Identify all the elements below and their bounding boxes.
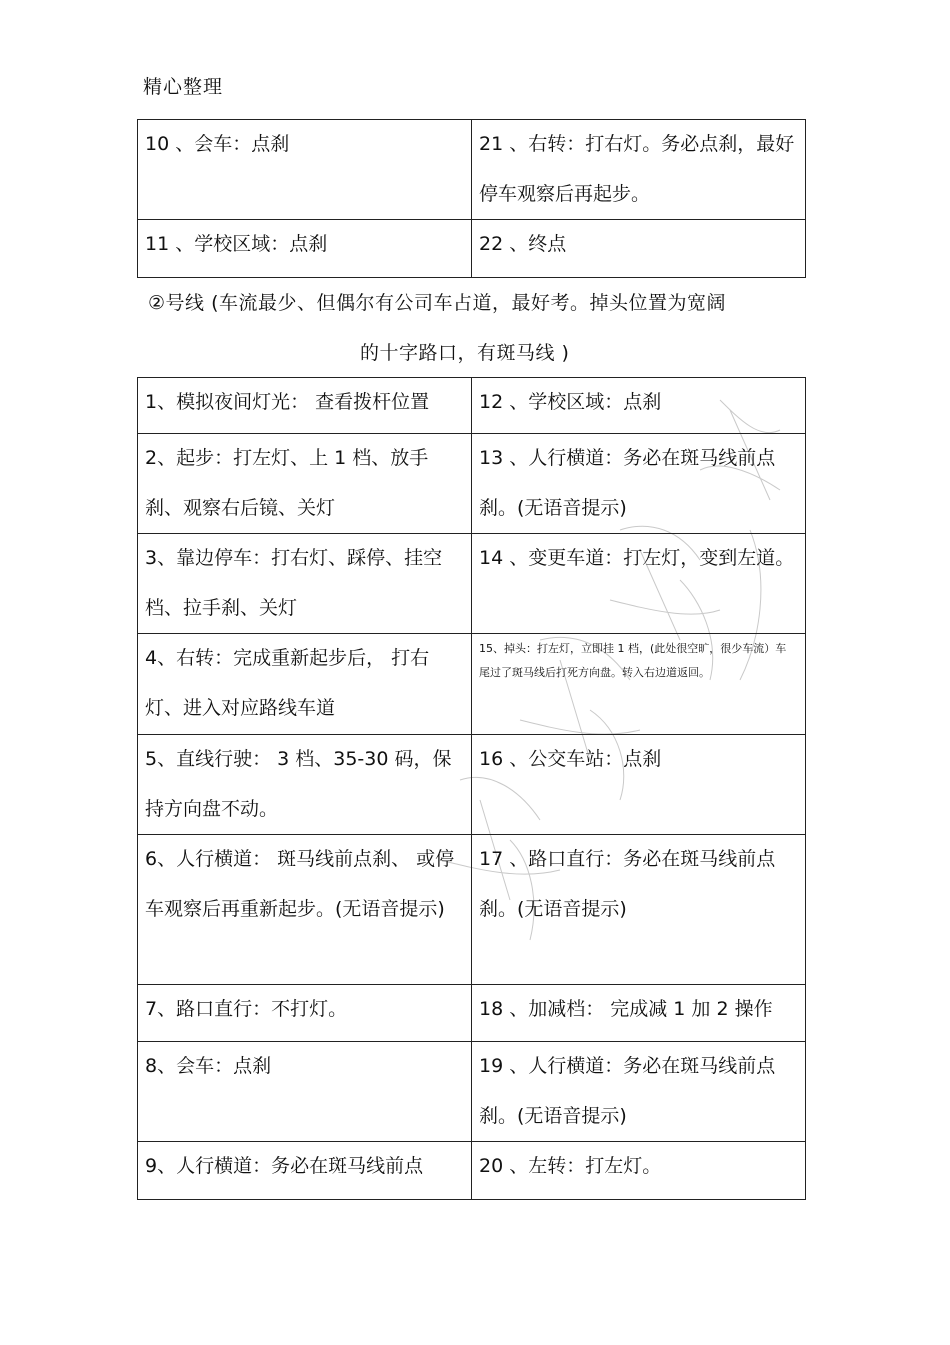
cell-text: 14 、变更车道：打左灯，变到左道。 bbox=[479, 547, 795, 569]
table-cell bbox=[472, 120, 806, 220]
route-caption-line1: ②号线 (车流最少、但偶尔有公司车占道，最好考。掉头位置为宽阔 bbox=[148, 292, 726, 314]
top-table bbox=[137, 119, 806, 278]
cell-text: 13 、人行横道：务必在斑马线前点刹。(无语音提示) bbox=[479, 447, 776, 519]
cell-text: 9、人行横道：务必在斑马线前点 bbox=[145, 1155, 424, 1177]
cell-text: 7、路口直行：不打灯。 bbox=[145, 998, 348, 1020]
table-row bbox=[138, 1142, 806, 1200]
table-cell bbox=[472, 534, 806, 634]
table-cell bbox=[138, 220, 472, 278]
cell-text: 20 、左转：打左灯。 bbox=[479, 1155, 662, 1177]
cell-text: 6、人行横道： 斑马线前点刹、 或停车观察后再重新起步。(无语音提示) bbox=[145, 848, 455, 920]
cell-text: 18 、加减档： 完成减 1 加 2 操作 bbox=[479, 998, 773, 1020]
table-cell bbox=[138, 1042, 472, 1142]
table-cell bbox=[138, 835, 472, 985]
table-row bbox=[138, 634, 806, 735]
cell-text: 17 、路口直行：务必在斑马线前点刹。(无语音提示) bbox=[479, 848, 776, 920]
page-header: 精心整理 bbox=[143, 76, 224, 98]
table-row bbox=[138, 120, 806, 220]
cell-text: 16 、公交车站：点刹 bbox=[479, 748, 662, 770]
cell-text: 8、会车：点刹 bbox=[145, 1055, 272, 1077]
cell-text: 4、右转：完成重新起步后， 打右灯、进入对应路线车道 bbox=[145, 647, 430, 719]
table-cell bbox=[138, 120, 472, 220]
table-row bbox=[138, 985, 806, 1042]
table-cell bbox=[138, 985, 472, 1042]
table-cell bbox=[472, 1142, 806, 1200]
cell-text: 10 、会车：点刹 bbox=[145, 133, 290, 155]
table-cell bbox=[472, 634, 806, 735]
cell-text: 3、靠边停车：打右灯、踩停、挂空档、拉手刹、关灯 bbox=[145, 547, 443, 619]
table-cell bbox=[472, 835, 806, 985]
table-row bbox=[138, 835, 806, 985]
cell-text: 5、直线行驶： 3 档、35-30 码，保持方向盘不动。 bbox=[145, 748, 452, 820]
table-cell bbox=[138, 534, 472, 634]
table-cell bbox=[472, 1042, 806, 1142]
cell-text: 15、掉头：打左灯，立即挂 1 档，(此处很空旷，很少车流）车尾过了斑马线后打死方向盘。转入右边道返回。 bbox=[479, 642, 787, 679]
cell-text: 1、模拟夜间灯光： 查看拨杆位置 bbox=[145, 391, 430, 413]
table-cell bbox=[138, 434, 472, 534]
route-table bbox=[137, 377, 806, 1200]
table-cell bbox=[138, 735, 472, 835]
table-cell bbox=[472, 378, 806, 434]
cell-text: 12 、学校区域：点刹 bbox=[479, 391, 662, 413]
table-cell bbox=[472, 735, 806, 835]
cell-text: 21 、右转：打右灯。务必点刹，最好停车观察后再起步。 bbox=[479, 133, 795, 205]
table-cell bbox=[138, 378, 472, 434]
table-row bbox=[138, 378, 806, 434]
cell-text: 22 、终点 bbox=[479, 233, 567, 255]
table-cell bbox=[472, 985, 806, 1042]
table-row bbox=[138, 735, 806, 835]
table-row bbox=[138, 534, 806, 634]
table-cell bbox=[138, 634, 472, 735]
route-caption-line2: 的十字路口，有斑马线 ) bbox=[360, 342, 570, 364]
cell-text: 19 、人行横道：务必在斑马线前点刹。(无语音提示) bbox=[479, 1055, 776, 1127]
table-cell bbox=[472, 434, 806, 534]
table-cell bbox=[472, 220, 806, 278]
cell-text: 2、起步：打左灯、上 1 档、放手刹、观察右后镜、关灯 bbox=[145, 447, 429, 519]
cell-text: 11 、学校区域：点刹 bbox=[145, 233, 328, 255]
table-cell bbox=[138, 1142, 472, 1200]
table-row bbox=[138, 434, 806, 534]
table-row bbox=[138, 220, 806, 278]
table-row bbox=[138, 1042, 806, 1142]
